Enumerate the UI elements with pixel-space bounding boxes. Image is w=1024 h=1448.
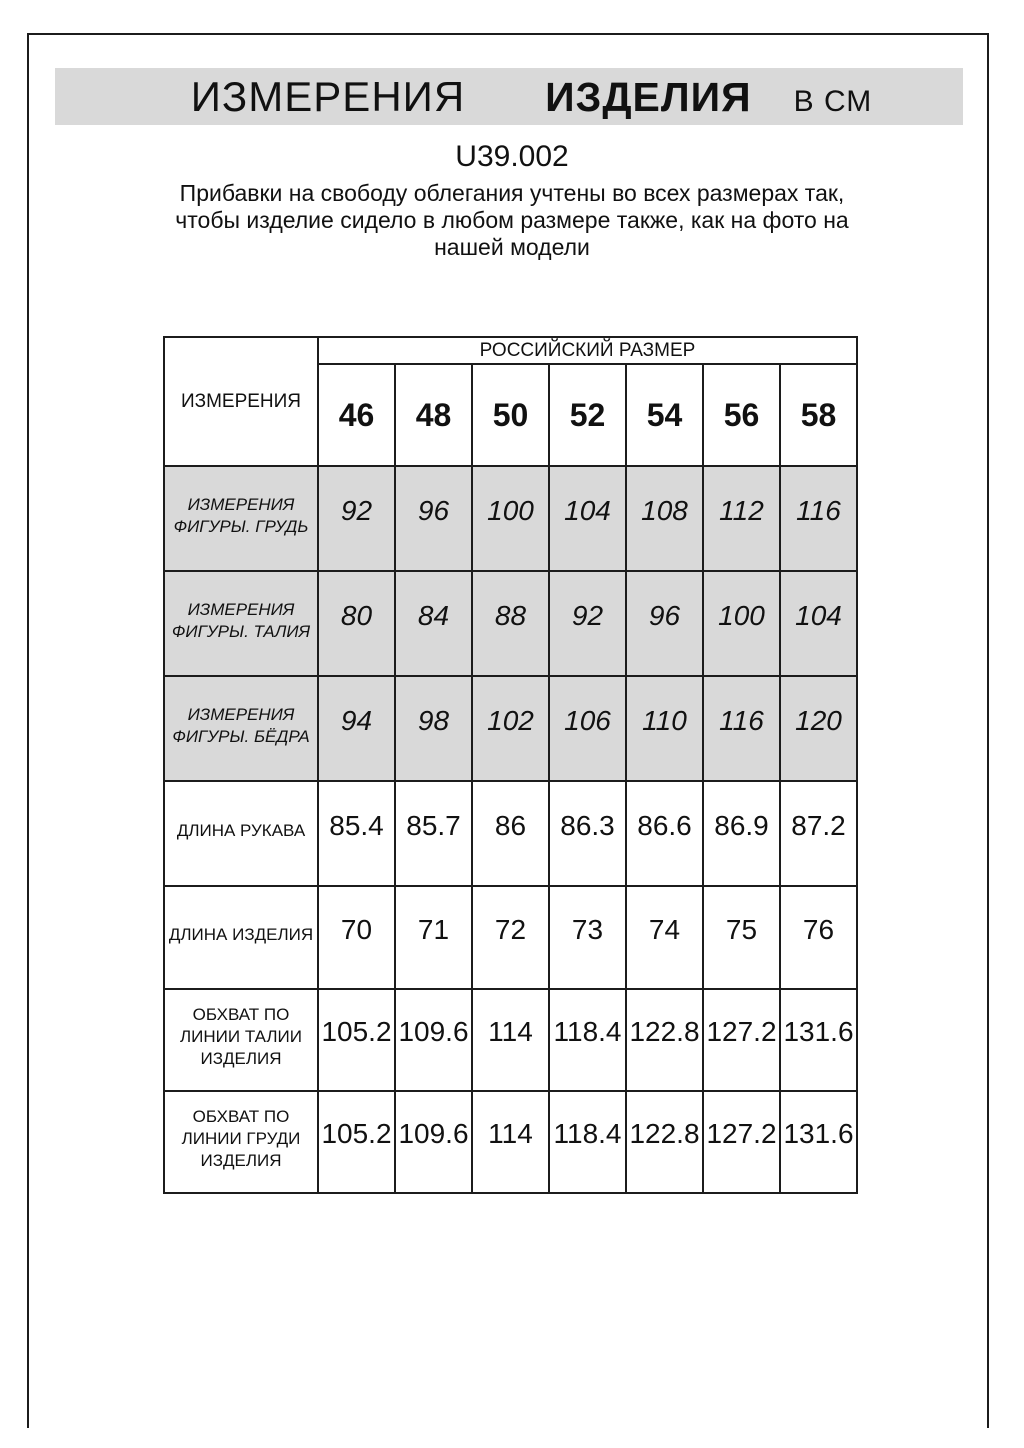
- measurement-value: 86.6: [626, 781, 703, 886]
- table-row: [164, 466, 857, 571]
- measurement-value: 92: [549, 571, 626, 676]
- measurement-value: 87.2: [780, 781, 857, 886]
- table-row: [164, 676, 857, 781]
- measurement-value: 75: [703, 886, 780, 989]
- measurement-value: 131.6: [780, 989, 857, 1091]
- size-table: [163, 336, 858, 1194]
- measurement-value: 114: [472, 989, 549, 1091]
- measurement-value: 86.9: [703, 781, 780, 886]
- row-label: ДЛИНА РУКАВА: [164, 781, 318, 886]
- measurement-value: 102: [472, 676, 549, 781]
- measurement-value: 72: [472, 886, 549, 989]
- measurement-value: 96: [395, 466, 472, 571]
- description-line: чтобы изделие сидело в любом размере также, как на фото на: [175, 207, 849, 233]
- measurement-value: 105.2: [318, 1091, 395, 1193]
- title-product: ИЗДЕЛИЯ: [545, 74, 752, 120]
- measurement-value: 92: [318, 466, 395, 571]
- measurement-value: 85.7: [395, 781, 472, 886]
- measurement-value: 73: [549, 886, 626, 989]
- size-column-header: 58: [780, 364, 857, 466]
- title-measurements: ИЗМЕРЕНИЯ: [190, 73, 466, 120]
- measurement-value: 100: [472, 466, 549, 571]
- measurement-value: 131.6: [780, 1091, 857, 1193]
- measurement-value: 127.2: [703, 989, 780, 1091]
- table-row: [164, 989, 857, 1091]
- measurement-value: 84: [395, 571, 472, 676]
- measurement-value: 74: [626, 886, 703, 989]
- product-code: U39.002: [455, 140, 569, 173]
- size-column-header: 50: [472, 364, 549, 466]
- title-units: В СМ: [793, 85, 873, 118]
- measurement-value: 105.2: [318, 989, 395, 1091]
- measurement-value: 96: [626, 571, 703, 676]
- measurement-value: 88: [472, 571, 549, 676]
- measurement-value: 118.4: [549, 989, 626, 1091]
- row-label: ИЗМЕРЕНИЯ ФИГУРЫ. ТАЛИЯ: [164, 571, 318, 676]
- row-label: ОБХВАТ ПО ЛИНИИ ТАЛИИ ИЗДЕЛИЯ: [164, 989, 318, 1091]
- measurement-value: 108: [626, 466, 703, 571]
- size-column-header: 54: [626, 364, 703, 466]
- measurement-value: 109.6: [395, 989, 472, 1091]
- measurement-value: 122.8: [626, 1091, 703, 1193]
- table-row: [164, 1091, 857, 1193]
- size-column-header: 46: [318, 364, 395, 466]
- description-line: Прибавки на свободу облегания учтены во всех размерах так,: [179, 180, 845, 206]
- size-column-header: 48: [395, 364, 472, 466]
- measurement-value: 110: [626, 676, 703, 781]
- table-corner-label: ИЗМЕРЕНИЯ: [164, 337, 318, 466]
- description-line: нашей модели: [434, 234, 590, 260]
- description-paragraph: [0, 180, 1024, 261]
- table-row: [164, 781, 857, 886]
- measurement-value: 114: [472, 1091, 549, 1193]
- measurement-value: 70: [318, 886, 395, 989]
- row-label: ДЛИНА ИЗДЕЛИЯ: [164, 886, 318, 989]
- measurement-value: 86.3: [549, 781, 626, 886]
- measurement-value: 118.4: [549, 1091, 626, 1193]
- measurement-value: 104: [780, 571, 857, 676]
- title-bar: [55, 68, 963, 125]
- size-column-header: 52: [549, 364, 626, 466]
- table-row: [164, 571, 857, 676]
- measurement-value: 80: [318, 571, 395, 676]
- size-group-header: РОССИЙСКИЙ РАЗМЕР: [318, 337, 857, 364]
- measurement-value: 116: [703, 676, 780, 781]
- measurement-value: 86: [472, 781, 549, 886]
- measurement-value: 106: [549, 676, 626, 781]
- measurement-value: 98: [395, 676, 472, 781]
- measurement-value: 85.4: [318, 781, 395, 886]
- table-row: [164, 886, 857, 989]
- measurement-value: 112: [703, 466, 780, 571]
- measurement-value: 100: [703, 571, 780, 676]
- measurement-value: 76: [780, 886, 857, 989]
- measurement-value: 71: [395, 886, 472, 989]
- size-column-header: 56: [703, 364, 780, 466]
- row-label: ОБХВАТ ПО ЛИНИИ ГРУДИ ИЗДЕЛИЯ: [164, 1091, 318, 1193]
- row-label: ИЗМЕРЕНИЯ ФИГУРЫ. ГРУДЬ: [164, 466, 318, 571]
- measurement-value: 116: [780, 466, 857, 571]
- row-label: ИЗМЕРЕНИЯ ФИГУРЫ. БЁДРА: [164, 676, 318, 781]
- measurement-value: 94: [318, 676, 395, 781]
- measurement-value: 127.2: [703, 1091, 780, 1193]
- measurement-value: 120: [780, 676, 857, 781]
- measurement-value: 104: [549, 466, 626, 571]
- measurement-value: 109.6: [395, 1091, 472, 1193]
- measurement-value: 122.8: [626, 989, 703, 1091]
